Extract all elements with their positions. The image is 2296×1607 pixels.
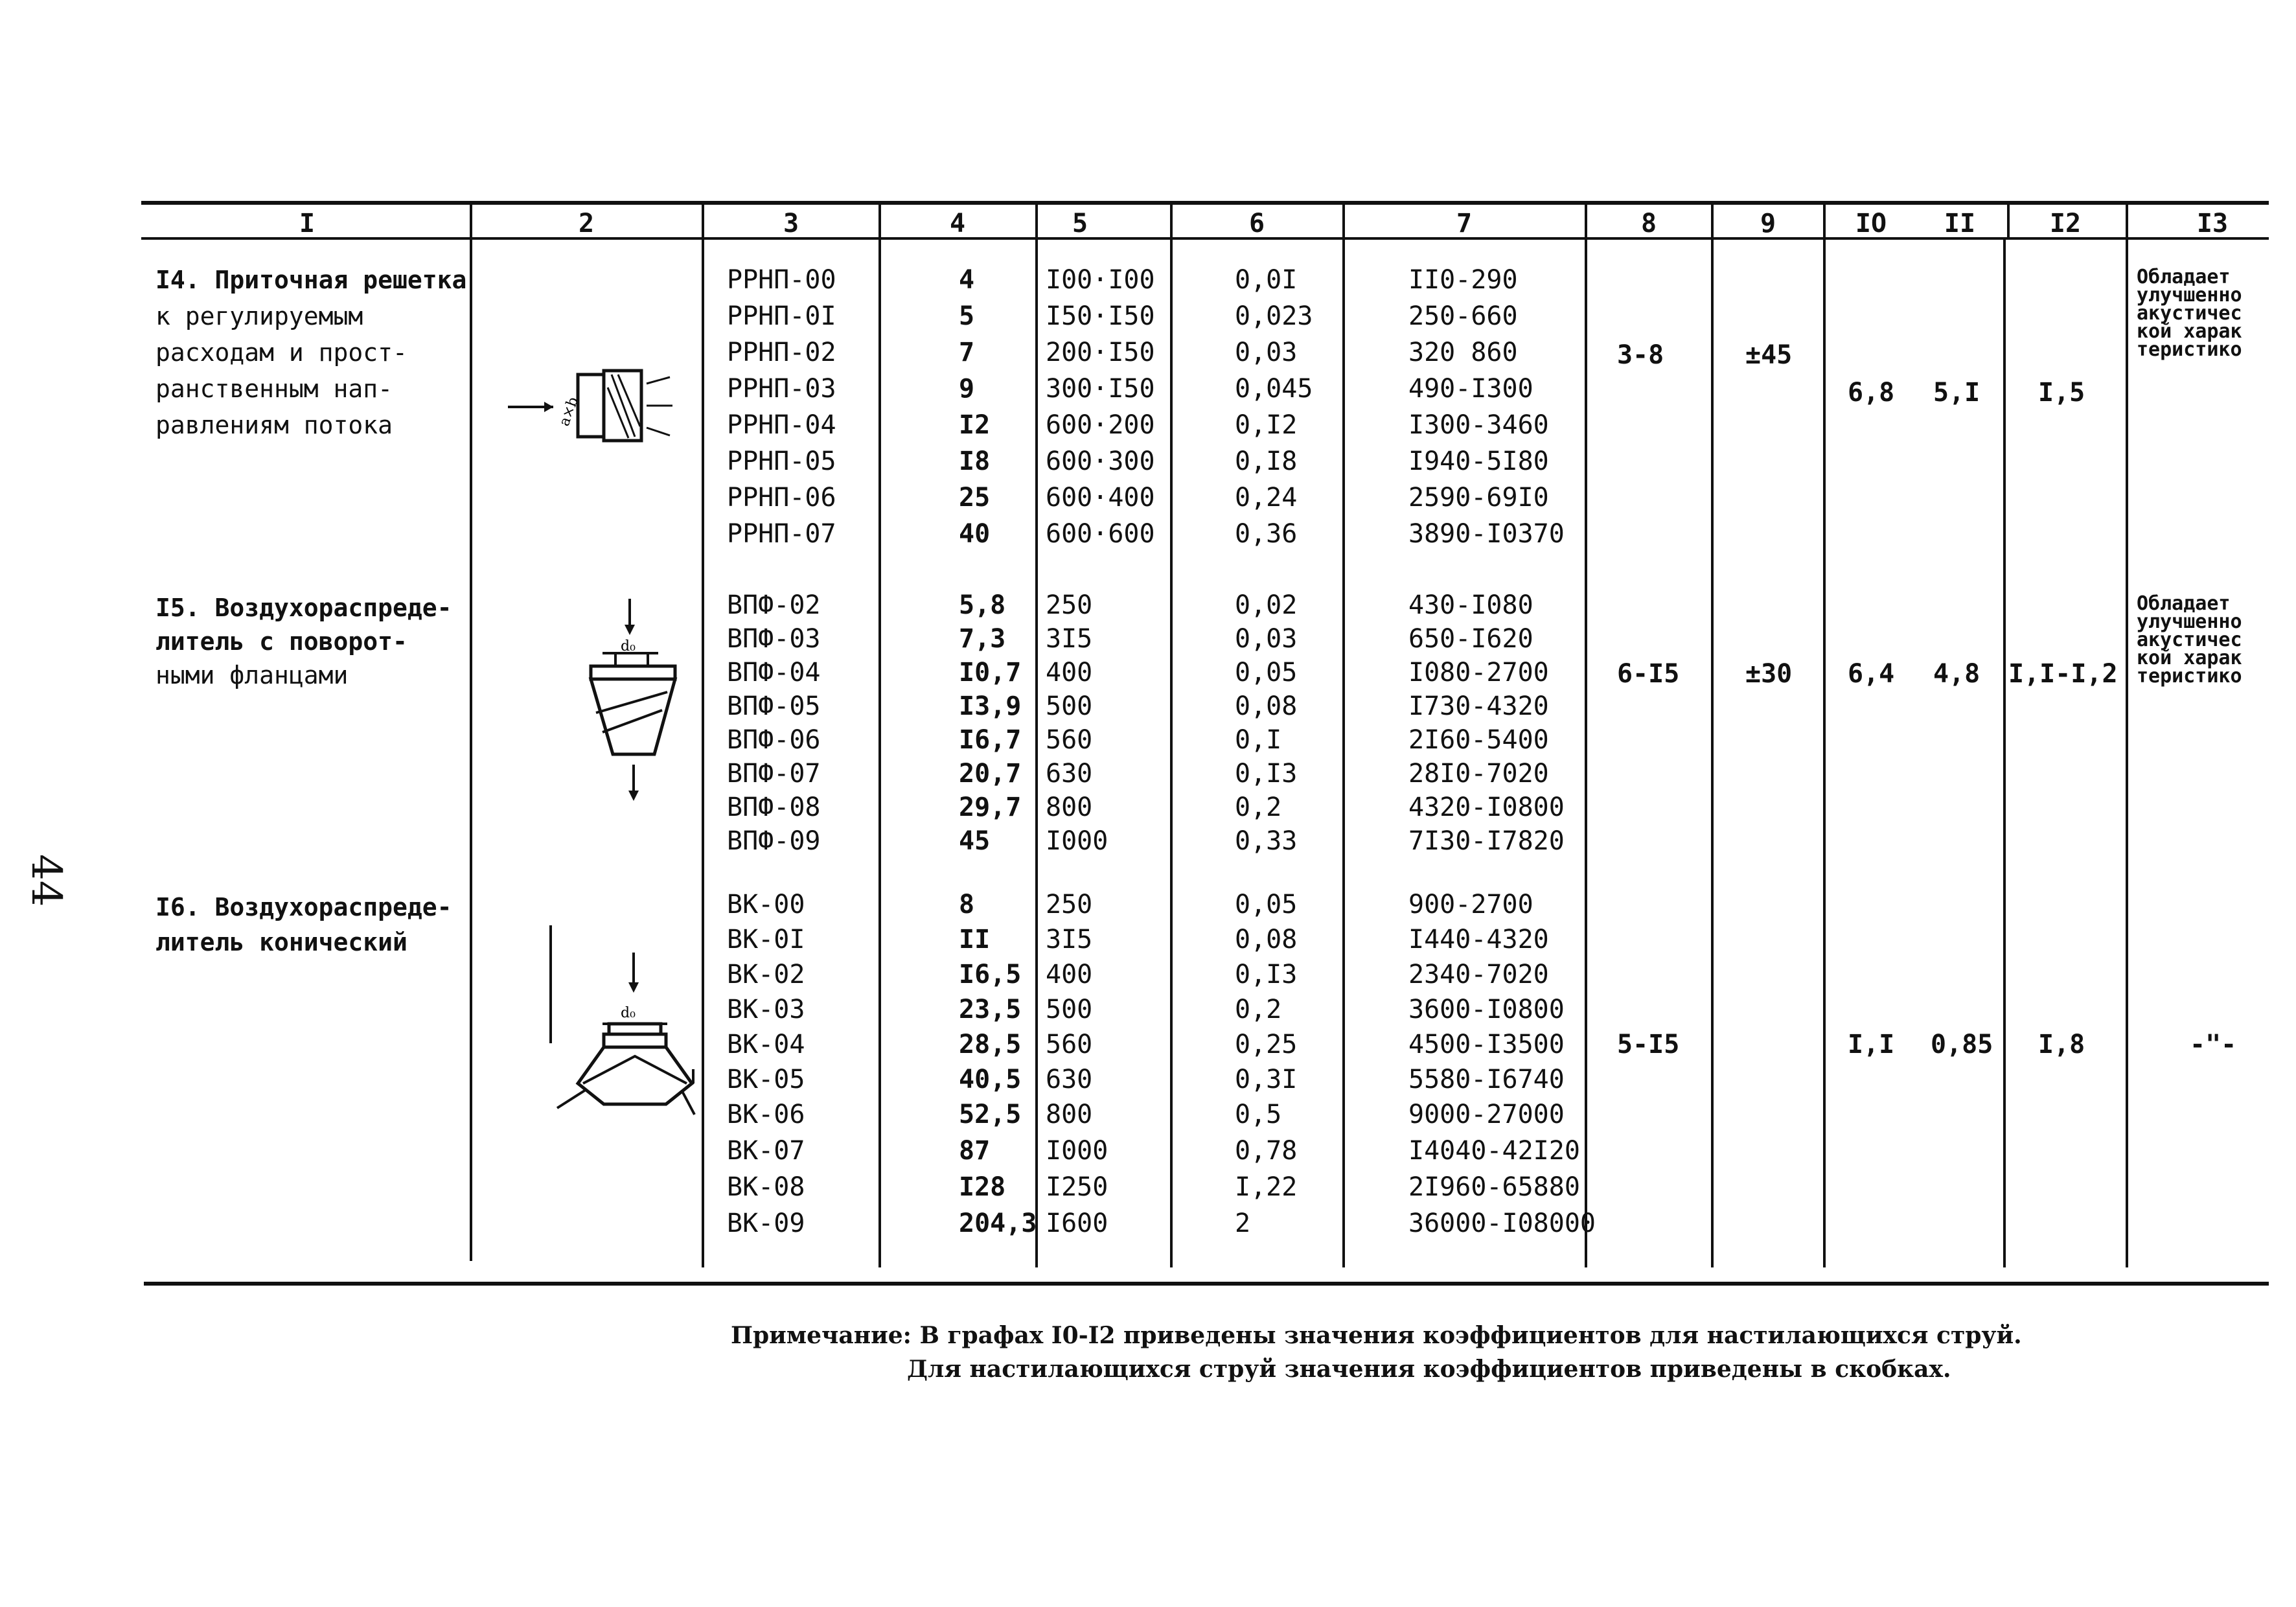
col4-cell: 9 [959,374,975,404]
item-name-line: ранственным нап- [155,375,393,403]
col4-cell: 40 [959,519,991,549]
col6-cell: 0,03 [1235,338,1298,367]
col6-cell: 0,05 [1235,658,1298,688]
col11-value: 5,I [1933,378,1980,408]
model-cell: ВК-02 [727,960,805,989]
col6-cell: 0,02 [1235,590,1298,620]
col6-cell: 0,03 [1235,624,1298,654]
svg-text:a×b: a×b [556,395,582,428]
model-cell: РРНП-06 [727,483,836,513]
col11-value: 4,8 [1933,659,1980,689]
col6-cell: 0,I8 [1235,446,1298,476]
header-col-7: 7 [1456,209,1473,238]
col7-cell: I440-4320 [1408,925,1549,954]
col5-cell: 300·I50 [1046,374,1155,404]
col6-cell: 0,023 [1235,301,1313,331]
col5-cell: I000 [1046,826,1108,856]
header-col-6: 6 [1248,209,1265,238]
model-cell: ВК-07 [727,1136,805,1166]
col7-cell: 5580-I6740 [1408,1065,1565,1094]
table-bottom-rule [144,1282,2269,1286]
col4-cell: 29,7 [959,792,1022,822]
table-top-rule [141,201,2269,205]
column-divider [2003,240,2006,1267]
model-cell: ВК-08 [727,1172,805,1202]
model-cell: ВК-0I [727,925,805,954]
model-cell: РРНП-04 [727,410,836,440]
col5-cell: 400 [1046,960,1093,989]
col4-cell: II [959,925,991,954]
col6-cell: 2 [1235,1208,1251,1238]
col7-cell: I730-4320 [1408,691,1549,721]
model-cell: ВК-09 [727,1208,805,1238]
col12-value: I,I-I,2 [2008,659,2118,689]
col4-cell: 7 [959,338,975,367]
col6-cell: 0,I [1235,725,1282,755]
col5-cell: 250 [1046,590,1093,620]
col4-cell: I8 [959,446,991,476]
col5-cell: 800 [1046,1100,1093,1129]
col7-cell: 490-I300 [1408,374,1533,404]
column-divider [2126,205,2128,1267]
col4-cell: I28 [959,1172,1006,1202]
header-col-13: I3 [2196,209,2229,238]
column-divider [1170,205,1173,1267]
col6-cell: 0,0I [1235,265,1298,295]
model-cell: ВК-03 [727,995,805,1024]
col6-cell: 0,5 [1235,1100,1282,1129]
item-name-line: ными фланцами [155,661,349,689]
footnote-line-2: Для настилающихся струй значения коэффициентов приведены в скобках. [907,1356,1951,1383]
col13-note-line: Обладает [2137,592,2231,615]
col5-cell: 630 [1046,1065,1093,1094]
grille-diagram-icon [508,355,683,452]
item-name-line: равлениям потока [155,411,393,439]
col7-cell: 430-I080 [1408,590,1533,620]
col12-value: I,8 [2038,1030,2085,1059]
column-divider [1342,205,1345,1267]
col7-cell: 3890-I0370 [1408,519,1565,549]
col4-cell: 204,3 [959,1208,1037,1238]
col7-cell: 900-2700 [1408,890,1533,919]
header-col-11: II [1944,209,1976,238]
model-cell: ВПФ-04 [727,658,821,688]
col7-cell: 3600-I0800 [1408,995,1565,1024]
model-cell: РРНП-03 [727,374,836,404]
col4-cell: 25 [959,483,991,513]
item-name-line: к регулируемым [155,302,363,330]
col7-cell: 2590-69I0 [1408,483,1549,513]
col7-cell: 650-I620 [1408,624,1533,654]
header-col-3: 3 [783,209,799,238]
model-cell: ВК-06 [727,1100,805,1129]
col6-cell: 0,I2 [1235,410,1298,440]
col5-cell: 600·600 [1046,519,1155,549]
col5-cell: I50·I50 [1046,301,1155,331]
col12-value: I,5 [2038,378,2085,408]
header-col-5: 5 [1072,209,1088,238]
header-col-9: 9 [1760,209,1776,238]
svg-text:d₀: d₀ [621,1005,636,1021]
col13-note-line: улучшенно [2137,284,2242,306]
col7-cell: 2340-7020 [1408,960,1549,989]
col4-cell: 8 [959,890,975,919]
model-cell: ВПФ-07 [727,759,821,789]
item-name-line: литель конический [155,928,408,956]
model-cell: ВПФ-09 [727,826,821,856]
col7-cell: 2I960-65880 [1408,1172,1580,1202]
col7-cell: 320 860 [1408,338,1518,367]
model-cell: РРНП-02 [727,338,836,367]
col13-ditto-mark: -"- [2190,1030,2237,1059]
col6-cell: 0,3I [1235,1065,1298,1094]
col5-cell: 500 [1046,691,1093,721]
col6-cell: 0,05 [1235,890,1298,919]
col13-note-line: кой харак [2137,647,2242,669]
header-col-10: IO [1855,209,1887,238]
column-divider [878,205,881,1267]
col4-cell: 45 [959,826,991,856]
model-cell: ВПФ-05 [727,691,821,721]
col13-note-line: Обладает [2137,266,2231,288]
col6-cell: 0,33 [1235,826,1298,856]
col9-value: ±45 [1745,340,1793,370]
col7-cell: 9000-27000 [1408,1100,1565,1129]
col8-value: 5-I5 [1617,1030,1680,1059]
col5-cell: I00·I00 [1046,265,1155,295]
col7-cell: 250-660 [1408,301,1518,331]
col7-cell: 4320-I0800 [1408,792,1565,822]
col7-cell: I080-2700 [1408,658,1549,688]
col5-cell: 560 [1046,1030,1093,1059]
col13-note-line: акустичес [2137,302,2242,325]
col8-value: 6-I5 [1617,659,1680,689]
col7-cell: 7I30-I7820 [1408,826,1565,856]
model-cell: ВПФ-08 [727,792,821,822]
col5-cell: 600·200 [1046,410,1155,440]
model-cell: ВПФ-06 [727,725,821,755]
footnote-line-1: Примечание: В графах I0-I2 приведены значения коэффициентов для настилающихся струй. [731,1322,2022,1349]
header-col-12: I2 [2049,209,2082,238]
col5-cell: 3I5 [1046,624,1093,654]
item-name-line: I6. Воздухораспреде- [155,893,452,921]
header-col-2: 2 [578,209,595,238]
col11-value: 0,85 [1931,1030,1993,1059]
col6-cell: 0,I3 [1235,759,1298,789]
col5-cell: I600 [1046,1208,1108,1238]
col5-cell: 400 [1046,658,1093,688]
col4-cell: 87 [959,1136,991,1166]
col6-cell: 0,36 [1235,519,1298,549]
col6-cell: 0,24 [1235,483,1298,513]
page-number: 44 [22,854,70,907]
model-cell: РРНП-0I [727,301,836,331]
col6-cell: I,22 [1235,1172,1298,1202]
col5-cell: 500 [1046,995,1093,1024]
col5-cell: I000 [1046,1136,1108,1166]
item-name-line: I4. Приточная решетка [155,266,467,294]
column-divider [1711,205,1714,1267]
col7-cell: I940-5I80 [1408,446,1549,476]
col4-cell: 5,8 [959,590,1006,620]
item-name-line: расходам и прост- [155,338,408,367]
diffuser-rotating-flange-diagram-icon [577,599,687,806]
column-divider [1035,205,1038,1267]
col7-cell: I4040-42I20 [1408,1136,1580,1166]
header-col-4: 4 [949,209,966,238]
col10-value: I,I [1848,1030,1895,1059]
model-cell: ВК-00 [727,890,805,919]
col6-cell: 0,78 [1235,1136,1298,1166]
col5-cell: 200·I50 [1046,338,1155,367]
col5-cell: 250 [1046,890,1093,919]
col5-cell: 560 [1046,725,1093,755]
col13-note-line: улучшенно [2137,610,2242,633]
col6-cell: 0,2 [1235,995,1282,1024]
col7-cell: II0-290 [1408,265,1518,295]
col5-cell: 600·400 [1046,483,1155,513]
header-col-1: I [299,209,316,238]
col4-cell: 20,7 [959,759,1022,789]
model-cell: РРНП-07 [727,519,836,549]
col7-cell: 4500-I3500 [1408,1030,1565,1059]
col10-value: 6,8 [1848,378,1895,408]
col4-cell: 5 [959,301,975,331]
col5-cell: I250 [1046,1172,1108,1202]
item-name-line: I5. Воздухораспреде- [155,594,452,622]
col4-cell: 4 [959,265,975,295]
model-cell: РРНП-05 [727,446,836,476]
col6-cell: 0,08 [1235,691,1298,721]
col6-cell: 0,2 [1235,792,1282,822]
model-cell: ВПФ-02 [727,590,821,620]
col9-value: ±30 [1745,659,1793,689]
col4-cell: 7,3 [959,624,1006,654]
conical-diffuser-diagram-icon [544,920,706,1153]
col10-value: 6,4 [1848,659,1895,689]
header-col-8: 8 [1640,209,1657,238]
col4-cell: 28,5 [959,1030,1022,1059]
col7-cell: 2I60-5400 [1408,725,1549,755]
col5-cell: 3I5 [1046,925,1093,954]
col5-cell: 630 [1046,759,1093,789]
col13-note-line: акустичес [2137,629,2242,651]
model-cell: ВК-05 [727,1065,805,1094]
model-cell: ВК-04 [727,1030,805,1059]
col7-cell: I300-3460 [1408,410,1549,440]
model-cell: РРНП-00 [727,265,836,295]
col4-cell: I0,7 [959,658,1022,688]
col4-cell: I2 [959,410,991,440]
model-cell: ВПФ-03 [727,624,821,654]
col7-cell: 28I0-7020 [1408,759,1549,789]
column-divider [470,205,472,1261]
col6-cell: 0,I3 [1235,960,1298,989]
col7-cell: 36000-I08000 [1408,1208,1596,1238]
col6-cell: 0,25 [1235,1030,1298,1059]
col4-cell: I3,9 [959,691,1022,721]
col13-note-line: кой харак [2137,320,2242,343]
col5-cell: 600·300 [1046,446,1155,476]
col4-cell: 40,5 [959,1065,1022,1094]
col6-cell: 0,045 [1235,374,1313,404]
column-divider [1585,205,1587,1267]
col13-note-line: теристико [2137,665,2242,688]
item-name-line: литель с поворот- [155,627,408,656]
column-divider [1823,205,1826,1267]
col5-cell: 800 [1046,792,1093,822]
col4-cell: 52,5 [959,1100,1022,1129]
col4-cell: 23,5 [959,995,1022,1024]
col4-cell: I6,5 [959,960,1022,989]
col13-note-line: теристико [2137,338,2242,361]
col4-cell: I6,7 [959,725,1022,755]
svg-text:d₀: d₀ [621,638,636,654]
col8-value: 3-8 [1617,340,1664,370]
col6-cell: 0,08 [1235,925,1298,954]
